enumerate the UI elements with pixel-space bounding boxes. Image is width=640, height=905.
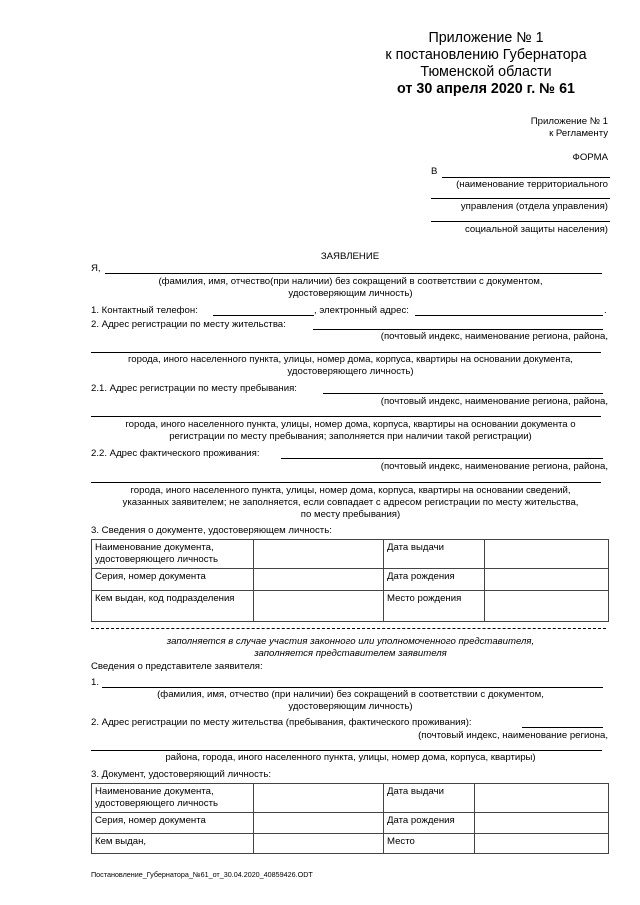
applicant-name-hint2: удостоверяющим личность): [288, 288, 413, 299]
reg-address-hint1: (почтовый индекс, наименование региона, района,: [380, 331, 608, 342]
rep-doc-name-label: Наименование документа, удостоверяющего личность: [92, 784, 254, 813]
rep-note1: заполняется в случае участия законного или уполномоченного представителя,: [166, 636, 535, 647]
applicant-doc-table: [91, 539, 609, 622]
fact-address-hint1: (почтовый индекс, наименование региона, района,: [380, 461, 608, 472]
rep-item3-label: 3. Документ, удостоверяющий личность:: [91, 769, 271, 780]
stay-address-hint2: города, иного населенного пункта, улицы, номер дома, корпуса, квартиры на основании документа о: [125, 419, 576, 430]
email-period: .: [604, 305, 607, 316]
document-title: ЗАЯВЛЕНИЕ: [320, 251, 380, 262]
reg-address-field[interactable]: [313, 329, 603, 330]
doc-series-cell[interactable]: [254, 569, 384, 591]
recipient-hint2: управления (отдела управления): [460, 201, 608, 212]
rep-doc-series-cell[interactable]: [254, 813, 384, 834]
email-label: , электронный адрес:: [314, 305, 409, 316]
fact-address-hint4: по месту пребывания): [300, 509, 401, 520]
stay-address-label: 2.1. Адрес регистрации по месту пребывания:: [91, 383, 297, 394]
reg-address-hint3: удостоверяющего личность): [287, 366, 414, 377]
fact-address-hint2: города, иного населенного пункта, улицы, номер дома, корпуса, квартиры на основании сведений,: [130, 485, 571, 496]
recipient-hint1: (наименование территориального: [456, 179, 608, 190]
rep-address-hint2: района, города, иного населенного пункта, улицы, номер дома, корпуса, квартиры): [165, 752, 536, 763]
doc-issue-date-cell[interactable]: [485, 540, 609, 569]
stay-address-field-2[interactable]: [91, 416, 601, 417]
reg-address-hint2: города, иного населенного пункта, улицы, номер дома, корпуса, квартиры на основании документа,: [128, 354, 573, 365]
birth-place-label: Место рождения: [384, 591, 485, 622]
rep-address-hint1: (почтовый индекс, наименование региона,: [418, 730, 608, 741]
fact-address-hint3: указанных заявителем; не заполняется, если совпадает с адресом регистрации по месту жительства,: [122, 497, 579, 508]
doc-issuer-label: Кем выдан, код подразделения: [92, 591, 254, 622]
stay-address-hint3: регистрации по месту пребывания; заполняется при наличии такой регистрации): [169, 431, 532, 442]
rep-note2: заполняется представителем заявителя: [254, 648, 447, 659]
reglament-line1: Приложение № 1: [530, 116, 608, 127]
reg-address-label: 2. Адрес регистрации по месту жительства:: [91, 319, 286, 330]
doc-section-label: 3. Сведения о документе, удостоверяющем личность:: [91, 525, 332, 536]
recipient-line-3[interactable]: [431, 221, 610, 222]
email-field[interactable]: [415, 315, 603, 316]
stay-address-field[interactable]: [323, 393, 603, 394]
phone-label: 1. Контактный телефон:: [91, 305, 198, 316]
reglament-line2: к Регламенту: [549, 128, 608, 139]
recipient-hint3: социальной защиты населения): [464, 224, 608, 235]
rep-birth-date-label: Дата рождения: [384, 813, 475, 834]
rep-doc-table: [91, 783, 609, 854]
header-line2: к постановлению Губернатора: [385, 47, 587, 63]
fact-address-field-2[interactable]: [91, 482, 601, 483]
doc-issue-date-label: Дата выдачи: [384, 540, 485, 569]
forma-label: ФОРМА: [572, 152, 608, 163]
doc-issuer-cell[interactable]: [254, 591, 384, 622]
rep-doc-issuer-label: Кем выдан,: [92, 834, 254, 854]
rep-doc-issuer-cell[interactable]: [254, 834, 384, 854]
footer-filename: Постановление_Губернатора_№61_от_30.04.2020_40859426.ODT: [91, 870, 313, 879]
rep-item1-label: 1.: [91, 677, 100, 688]
rep-birth-date-cell[interactable]: [475, 813, 609, 834]
header-line1: Приложение № 1: [428, 30, 544, 46]
rep-address-field-2[interactable]: [91, 750, 602, 751]
rep-doc-name-cell[interactable]: [254, 784, 384, 813]
rep-name-hint2: удостоверяющим личность): [288, 701, 413, 712]
applicant-name-hint1: (фамилия, имя, отчество(при наличии) без сокращений в соответствии с документом,: [158, 276, 543, 287]
recipient-line-1[interactable]: [442, 177, 610, 178]
rep-section-label: Сведения о представителе заявителя:: [91, 661, 263, 672]
rep-doc-series-label: Серия, номер документа: [92, 813, 254, 834]
rep-birth-place-cell[interactable]: [475, 834, 609, 854]
recipient-line-2[interactable]: [431, 198, 610, 199]
header-line3: Тюменской области: [420, 64, 552, 80]
section-separator: [91, 628, 606, 629]
birth-date-cell[interactable]: [485, 569, 609, 591]
rep-doc-issue-date-cell[interactable]: [475, 784, 609, 813]
rep-birth-place-label: Место: [384, 834, 475, 854]
doc-series-label: Серия, номер документа: [92, 569, 254, 591]
recipient-prefix: В: [431, 166, 438, 177]
rep-doc-issue-date-label: Дата выдачи: [384, 784, 475, 813]
rep-item2-label: 2. Адрес регистрации по месту жительства (пребывания, фактического проживания):: [91, 717, 472, 728]
stay-address-hint1: (почтовый индекс, наименование региона, района,: [380, 396, 608, 407]
doc-name-cell[interactable]: [254, 540, 384, 569]
birth-date-label: Дата рождения: [384, 569, 485, 591]
rep-name-hint1: (фамилия, имя, отчество (при наличии) без сокращений в соответствии с документом,: [157, 689, 544, 700]
header-block: [366, 30, 606, 98]
rep-address-field[interactable]: [522, 727, 603, 728]
fact-address-field[interactable]: [281, 458, 603, 459]
doc-name-label: Наименование документа, удостоверяющего личность: [92, 540, 254, 569]
reg-address-field-2[interactable]: [91, 352, 601, 353]
header-line4: от 30 апреля 2020 г. № 61: [397, 81, 575, 97]
rep-name-field[interactable]: [102, 687, 603, 688]
fact-address-label: 2.2. Адрес фактического проживания:: [91, 448, 260, 459]
applicant-i-label: Я,: [91, 263, 101, 274]
birth-place-cell[interactable]: [485, 591, 609, 622]
phone-field[interactable]: [213, 315, 314, 316]
applicant-name-field[interactable]: [105, 273, 602, 274]
